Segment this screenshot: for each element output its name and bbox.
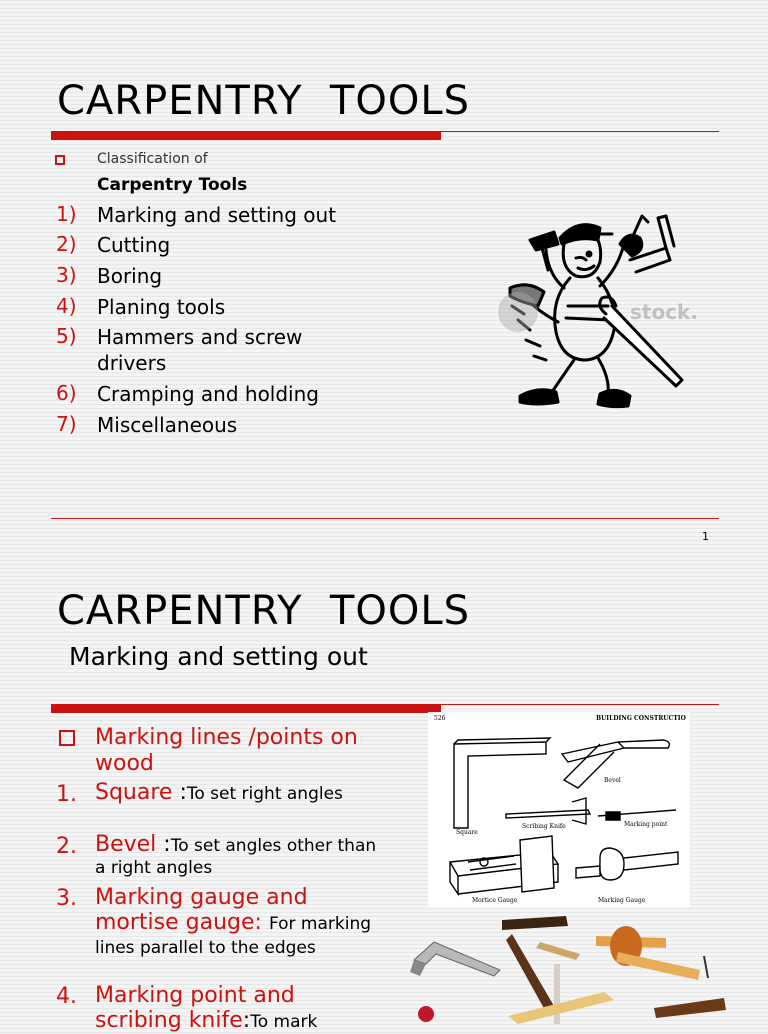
marking-tools-diagram	[428, 712, 690, 907]
item-number: 3)	[56, 263, 77, 287]
slide2-title: CARPENTRY TOOLS	[57, 588, 471, 634]
tool-number: 1.	[56, 782, 77, 807]
diagram-label-mortice-gauge: Mortice Gauge	[472, 897, 518, 904]
tool-separator: :	[242, 1008, 251, 1033]
slide1-title: CARPENTRY TOOLS	[57, 78, 471, 124]
ruler-photo	[508, 992, 614, 1024]
item-number: 4)	[56, 294, 77, 318]
tool-number: 2.	[56, 834, 77, 859]
watermark-text: stock.	[630, 300, 698, 324]
item-text: Planing tools	[97, 295, 226, 319]
tool-name: Marking point and scribing knife	[95, 983, 295, 1033]
slide1-footer-line	[51, 518, 719, 519]
bevel-drawing	[562, 742, 624, 762]
tool-name: Bevel	[95, 832, 157, 857]
tools-line-drawing	[428, 712, 690, 907]
square-drawing	[454, 742, 546, 828]
square-bullet-icon	[55, 155, 65, 165]
tool-description: For marking lines parallel to the edges	[95, 914, 372, 958]
item-number: 6)	[56, 381, 77, 405]
tool-description: To set right angles	[186, 784, 343, 804]
item-number: 7)	[56, 412, 77, 436]
diagram-label-scribing-knife: Scribing Knife	[522, 823, 566, 830]
item-text: Marking and setting out	[97, 203, 337, 227]
tool-name: Square	[95, 780, 173, 805]
lead-text: Marking lines /points on wood	[95, 725, 358, 776]
tool-separator	[262, 910, 269, 935]
tool-separator: :	[156, 832, 171, 857]
marking-tools-photo	[404, 912, 744, 1024]
tool-separator: :	[172, 780, 187, 805]
item-number: 1)	[56, 202, 77, 226]
diagram-label-marking-point: Marking point	[624, 821, 668, 828]
title-underline-thick	[51, 131, 441, 140]
tool-name: Marking gauge and mortise gauge:	[95, 885, 308, 935]
classification-heading: Carpentry Tools	[97, 175, 248, 195]
diagram-label-marking-gauge: Marking Gauge	[598, 897, 646, 904]
marking-gauge-drawing	[600, 848, 624, 880]
item-number: 2)	[56, 232, 77, 256]
tool-description: To set angles other than a right angles	[95, 836, 377, 878]
diagram-label-bevel: Bevel	[604, 777, 621, 784]
item-text: Miscellaneous	[97, 413, 238, 437]
subtitle-underline-thick	[51, 704, 441, 713]
tool-number: 3.	[56, 886, 77, 911]
item-text: Boring	[97, 264, 163, 288]
item-text: Hammers and screw drivers	[97, 325, 303, 375]
subtitle-underline-thin	[441, 704, 719, 705]
tool-number: 4.	[56, 984, 77, 1009]
page-number: 1	[702, 530, 709, 543]
diagram-label-square: Square	[456, 829, 478, 836]
marking-knife-handle-photo	[418, 1006, 434, 1022]
item-text: Cutting	[97, 233, 171, 257]
try-square-photo	[410, 942, 500, 976]
diagram-page-number: 526	[434, 715, 446, 722]
item-text: Cramping and holding	[97, 382, 319, 406]
square-bullet-icon	[59, 730, 75, 746]
watermark-logo-icon	[498, 292, 538, 332]
slide2-subtitle: Marking and setting out	[69, 642, 368, 671]
scribing-knife-drawing	[506, 810, 590, 818]
marking-gauge-photo	[596, 926, 708, 980]
item-number: 5)	[56, 324, 77, 348]
title-underline-thin	[441, 131, 719, 132]
gauge-photo	[654, 998, 726, 1018]
tool-description: To mark	[250, 1012, 318, 1032]
diagram-header: BUILDING CONSTRUCTIO	[596, 715, 686, 722]
classification-label: Classification of	[97, 151, 208, 167]
